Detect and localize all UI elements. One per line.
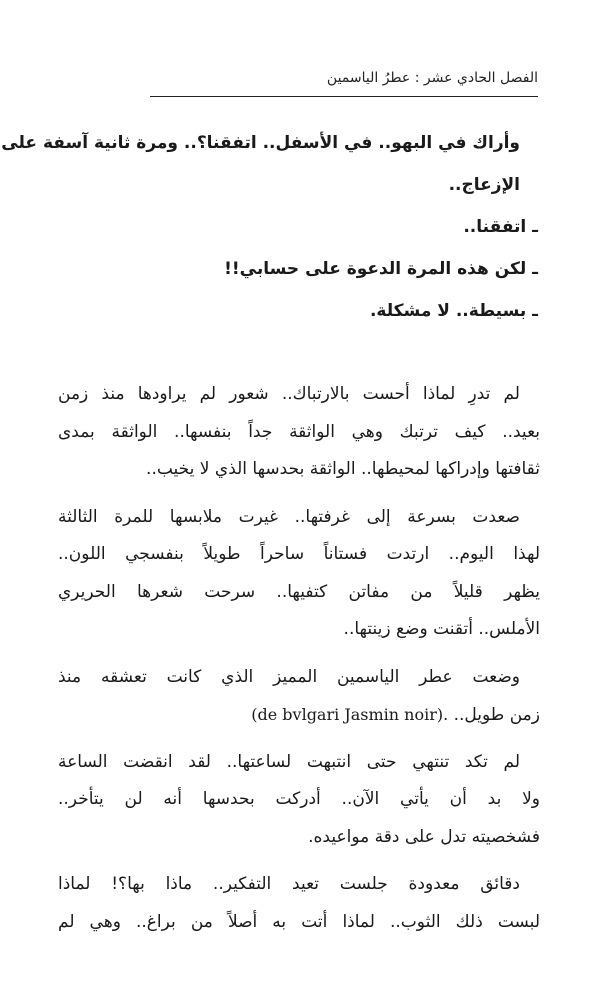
- text-line: لبست ذلك الثوب.. لماذا أتت به أصلاً من براغ.. وهي لم: [58, 911, 540, 932]
- text-line: لهذا اليوم.. ارتدت فستاناً ساحراً طويلاً بنفسجي اللون..: [58, 544, 540, 564]
- paragraph: [58, 866, 540, 941]
- paragraph: [58, 744, 540, 857]
- dialogue-block: [1, 122, 538, 332]
- text-line: ولا بد أن يأتي الآن.. أدركت بحدسها أنه لن يتأخر..: [58, 789, 540, 809]
- text-line: لم تكد تنتهي حتى انتبهت لساعتها.. لقد انقضت الساعة: [58, 751, 520, 772]
- text-line: ثقافتها وإدراكها لمحيطها.. الواثقة بحدسها الذي لا يخيب..: [146, 459, 540, 479]
- text-fragment: زمن طويل..: [453, 705, 540, 725]
- running-header: الفصل الحادي عشر : عطرُ الياسمين: [326, 70, 538, 86]
- dialogue-line: ـ بسيطة.. لا مشكلة.: [369, 301, 538, 321]
- dialogue-line: وأراك في البهو.. في الأسفل.. اتفقنا؟.. ومرة ثانية آسفة على: [1, 133, 520, 153]
- perfume-name: (de bvlgari Jasmin noir).: [251, 705, 449, 724]
- header-rule: [150, 96, 538, 97]
- text-line: لم تدرِ لماذا أحست بالارتباك.. شعور لم يراودها منذ زمن: [58, 384, 520, 404]
- text-line: فشخصيته تدل على دقة مواعيده.: [308, 826, 540, 847]
- text-line-with-perfume: [58, 696, 540, 734]
- paragraph: [58, 499, 540, 649]
- text-line: صعدت بسرعة إلى غرفتها.. غيرت ملابسها للمرة الثالثة: [58, 506, 520, 527]
- paragraph: [58, 376, 540, 489]
- dialogue-line: ـ لكن هذه المرة الدعوة على حسابي!!: [224, 259, 538, 279]
- text-line: دقائق معدودة جلست تعيد التفكير.. ماذا بها؟! لماذا: [58, 874, 520, 894]
- paragraph: [58, 659, 540, 734]
- text-line: وضعت عطر الياسمين المميز الذي كانت تعشقه منذ: [58, 666, 520, 687]
- dialogue-line: الإزعاج..: [448, 175, 520, 195]
- dialogue-line: ـ اتفقنا..: [463, 217, 538, 237]
- text-line: الأملس.. أتقنت وضع زينتها..: [343, 619, 540, 639]
- body-text: [58, 376, 540, 941]
- text-line: بعيد.. كيف ترتبك وهي الواثقة جداً بنفسها.. الواثقة بمدى: [58, 421, 540, 442]
- text-line: يظهر قليلاً من مفاتن كتفيها.. سرحت شعرها الحريري: [58, 581, 540, 602]
